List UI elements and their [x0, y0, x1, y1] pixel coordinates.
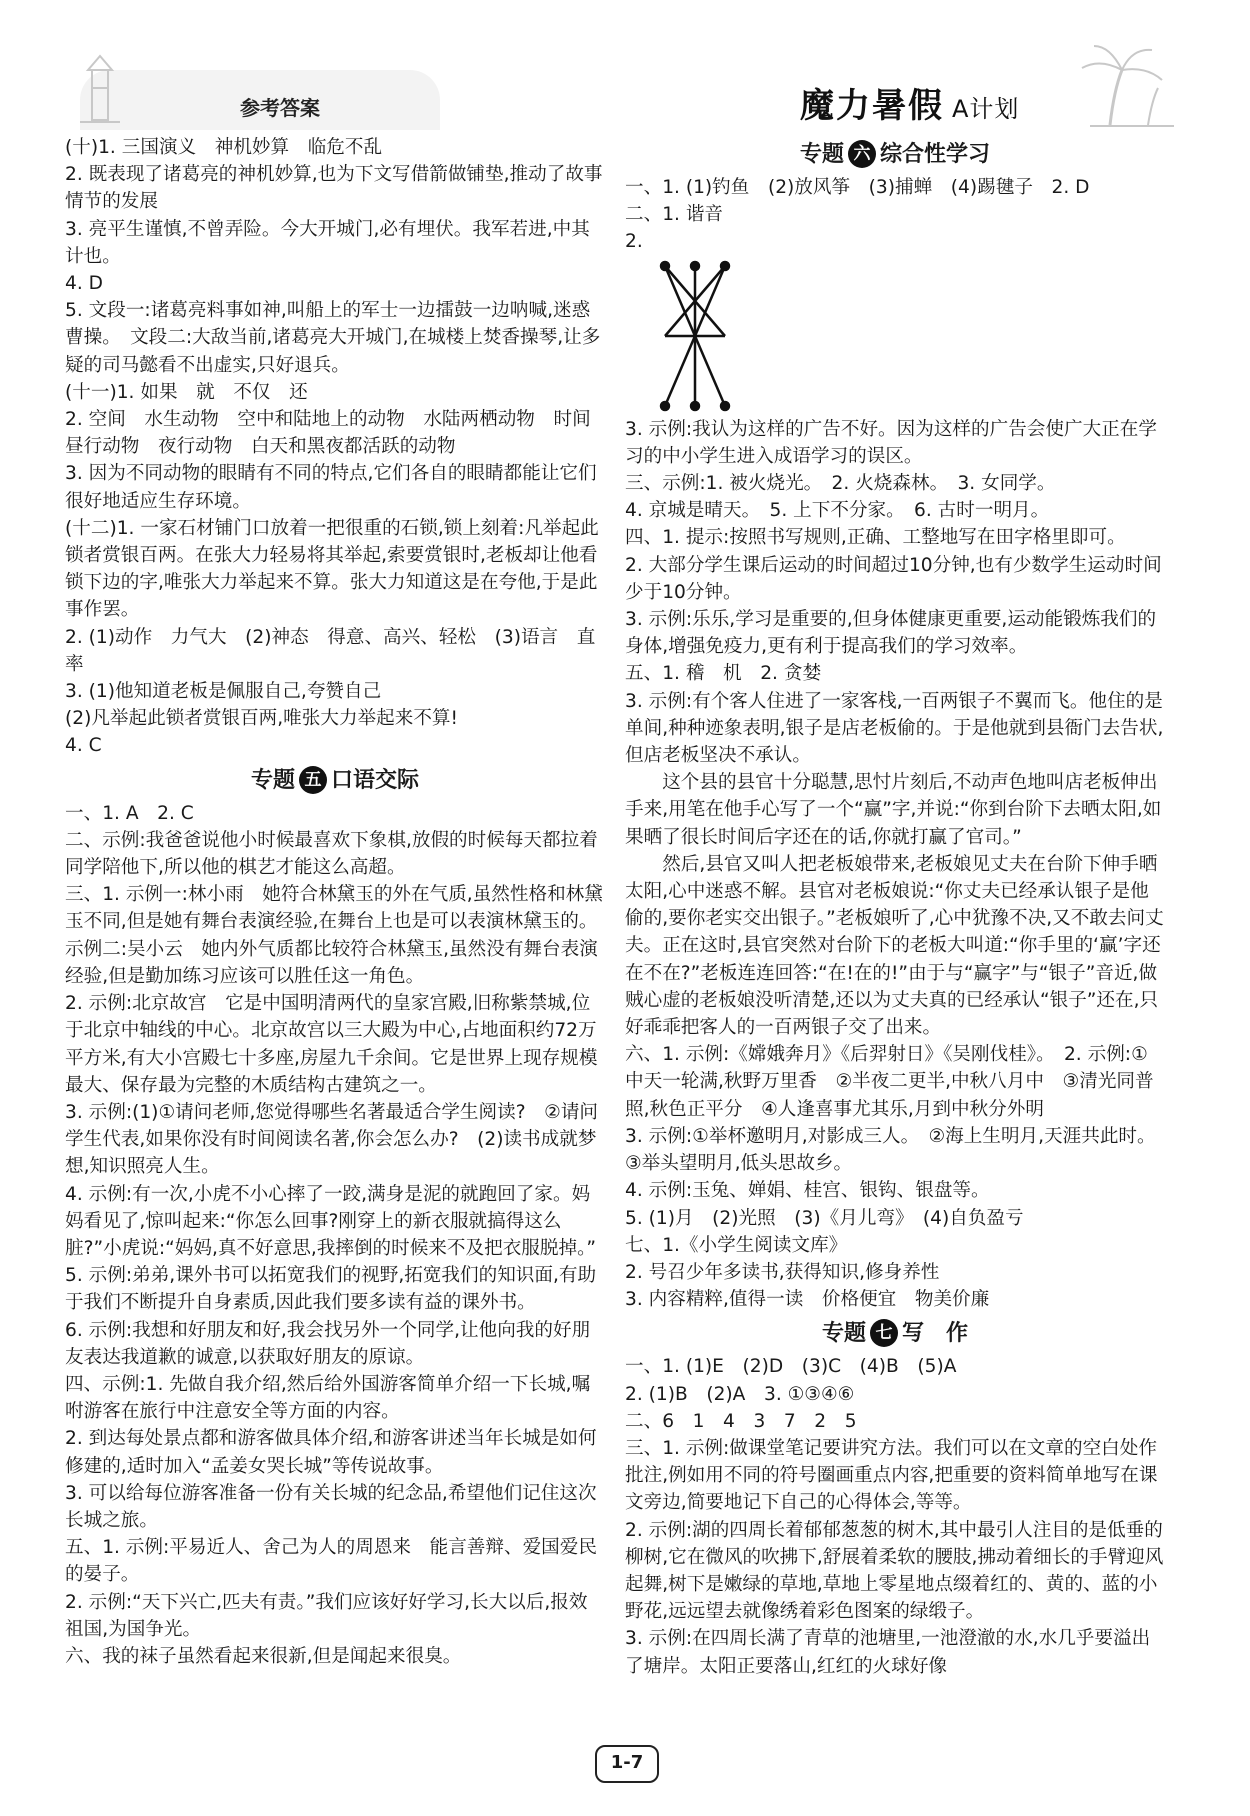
answer-line: 四、1. 提示:按照书写规则,正确、工整地写在田字格里即可。	[625, 527, 1126, 549]
answer-line: 六、1. 示例:《嫦娥奔月》《后羿射日》《吴刚伐桂》。 2. 示例:①中天一轮满,秋野万里香 ②半夜二更半,中秋八月中 ③清光同普照,秋色正平分 ④人逢喜事尤其乐,月到中秋分外明	[625, 1044, 1154, 1120]
answer-key-label: 参考答案	[240, 96, 320, 120]
answer-line: 3. 因为不同动物的眼睛有不同的特点,它们各自的眼睛都能让它们很好地适应生存环境。	[65, 463, 597, 512]
answer-line: 3. 内容精粹,值得一读 价格便宜 物美价廉	[625, 1289, 990, 1311]
answer-line: 2. 大部分学生课后运动的时间超过10分钟,也有少数学生运动时间少于10分钟。	[625, 554, 1162, 603]
answer-line: 二、6 1 4 3 7 2 5	[625, 1410, 857, 1432]
brand-title	[800, 78, 1019, 127]
section-number-badge: 六	[848, 140, 876, 168]
answer-line: 二、示例:我爸爸说他小时候最喜欢下象棋,放假的时候每天都拉着同学陪他下,所以他的棋艺才能这么高超。	[65, 829, 598, 879]
page-number: 1-7	[595, 1745, 659, 1783]
left-column	[65, 134, 610, 1670]
section-number-badge: 五	[299, 766, 327, 794]
section-title-5	[65, 764, 605, 798]
answer-line: 三、1. 示例:做课堂笔记要讲究方法。我们可以在文章的空白处作批注,例如用不同的符号圈画重点内容,把重要的资料简单地写在课文旁边,简要地记下自己的心得体会,等等。	[625, 1437, 1158, 1514]
answer-line: 4. D	[65, 273, 103, 295]
section-number-badge: 七	[870, 1319, 898, 1347]
section-title-6	[625, 138, 1165, 172]
section-name: 写 作	[902, 1321, 969, 1347]
answer-line: 2. 示例:北京故宫 它是中国明清两代的皇家宫殿,旧称紫禁城,位于北京中轴线的中心。北京故宫以三大殿为中心,占地面积约72万平方米,有大小宫殿七十多座,房屋九千余间。它是世界上现存规模最大、保存最为完整的木质结构古建筑之一。	[65, 993, 598, 1096]
answer-line: 2. 既表现了诸葛亮的神机妙算,也为下文写借箭做铺垫,推动了故事情节的发展	[65, 164, 603, 213]
answer-line: 4. C	[65, 735, 102, 757]
section-name: 口语交际	[331, 767, 420, 793]
answer-line: 3. 亮平生谨慎,不曾弄险。今大开城门,必有埋伏。我军若进,中其计也。	[65, 218, 590, 267]
answer-line: 2. 号召少年多读书,获得知识,修身养性	[625, 1261, 940, 1283]
answer-line: 3. 示例:我认为这样的广告不好。因为这样的广告会使广大正在学习的中小学生进入成语学习的误区。	[625, 418, 1157, 467]
section-name: 综合性学习	[880, 142, 991, 167]
answer-line: 一、1. (1)钓鱼 (2)放风筝 (3)捕蝉 (4)踢毽子 2. D	[625, 177, 1090, 198]
answer-line: (十二)1. 一家石材铺门口放着一把很重的石锁,锁上刻着:凡举起此锁者赏银百两。在张大力轻易将其举起,索要赏银时,老板却让他看锁下边的字,唯张大力举起来不算。张大力知道这是在夸他,于是此事作罢。	[65, 517, 599, 621]
answer-line: 2. (1)动作 力气大 (2)神态 得意、高兴、轻松 (3)语言 直率	[65, 626, 596, 675]
answer-line: 5. 示例:弟弟,课外书可以拓宽我们的视野,拓宽我们的知识面,有助于我们不断提升自身素质,因此我们要多读有益的课外书。	[65, 1265, 597, 1314]
answer-line: (十一)1. 如果 就 不仅 还	[65, 381, 308, 403]
palm-tree-icon	[1070, 40, 1180, 130]
answer-line: 4. 示例:玉兔、婵娟、桂宫、银钩、银盘等。	[625, 1180, 990, 1202]
answer-line: 五、1. 示例:平易近人、舍己为人的周恩来 能言善辩、爱国爱民的晏子。	[65, 1537, 597, 1586]
section-prefix: 专题	[799, 142, 844, 167]
answer-line: 3. 示例:有个客人住进了一家客栈,一百两银子不翼而飞。他住的是单间,种种迹象表明,银子是店老板偷的。于是他就到县衙门去告状,但店老板坚决不承认。	[625, 690, 1164, 767]
answer-line: 三、1. 示例一:林小雨 她符合林黛玉的外在气质,虽然性格和林黛玉不同,但是她有舞台表演经验,在舞台上也是可以表演林黛玉的。 示例二:吴小云 她内外气质都比较符合林黛玉,虽然没有舞台表演经验,但是勤加练习应该可以胜任这一角色。	[65, 884, 607, 987]
story-paragraph: 然后,县官又叫人把老板娘带来,老板娘见丈夫在台阶下伸手晒太阳,心中迷惑不解。县官对老板娘说:“你丈夫已经承认银子是他偷的,要你老实交出银子。”老板娘听了,心中犹豫不决,又不敢去问丈夫。正在这时,县官突然对台阶下的老板大叫道:“你手里的‘赢’字还在不在?”老板连连回答:“在!在的!”由于与“赢字”与“银子”音近,做贼心虚的老板娘没听清楚,还以为丈夫真的已经承认“银子”还在,只好乖乖把客人的一百两银子交了出来。	[625, 853, 1164, 1039]
answer-line: (2)凡举起此锁者赏银百两,唯张大力举起来不算!	[65, 708, 458, 730]
answer-line: 三、示例:1. 被火烧光。 2. 火烧森林。 3. 女同学。	[625, 473, 1056, 495]
answer-line: 5. 文段一:诸葛亮料事如神,叫船上的军士一边擂鼓一边呐喊,迷惑曹操。 文段二:大敌当前,诸葛亮大开城门,在城楼上焚香操琴,让多疑的司马懿看不出虚实,只好退兵。	[65, 300, 601, 376]
section-title-7	[625, 1317, 1165, 1351]
answer-line: 七、1.《小学生阅读文库》	[625, 1234, 848, 1256]
answer-line: 五、1. 稽 机 2. 贪婪	[625, 663, 822, 685]
answer-line: 2. 空间 水生动物 空中和陆地上的动物 水陆两栖动物 时间 昼行动物 夜行动物 白天和黑夜都活跃的动物	[65, 409, 610, 458]
answer-line: 3. 示例:在四周长满了青草的池塘里,一池澄澈的水,水几乎要溢出了塘岸。太阳正要落山,红红的火球好像	[625, 1628, 1151, 1677]
answer-line: 3. 示例:(1)①请问老师,您觉得哪些名著最适合学生阅读? ②请问学生代表,如果你没有时间阅读名著,你会怎么办? (2)读书成就梦想,知识照亮人生。	[65, 1101, 599, 1178]
answer-line: 四、示例:1. 先做自我介绍,然后给外国游客简单介绍一下长城,嘱咐游客在旅行中注意安全等方面的内容。	[65, 1373, 591, 1423]
section-prefix: 专题	[250, 767, 295, 793]
answer-line: 二、1. 谐音	[625, 204, 724, 226]
brand-name: 魔力暑假	[800, 86, 944, 126]
matching-diagram	[625, 256, 1165, 416]
answer-line: 2. 示例:“天下兴亡,匹夫有责。”我们应该好好学习,长大以后,报效祖国,为国争光。	[65, 1591, 588, 1640]
answer-line: 6. 示例:我想和好朋友和好,我会找另外一个同学,让他向我的好朋友表达我道歉的诚意,以获取好朋友的原谅。	[65, 1319, 591, 1368]
answer-line: 2. 示例:湖的四周长着郁郁葱葱的树木,其中最引人注目的是低垂的柳树,它在微风的吹拂下,舒展着柔软的腰肢,拂动着细长的手臂迎风起舞,树下是嫩绿的草地,草地上零星地点缀着红的、黄的、蓝的小野花,远远望去就像绣着彩色图案的绿缎子。	[625, 1519, 1164, 1623]
answer-line: 4. 示例:有一次,小虎不小心摔了一跤,满身是泥的就跑回了家。妈妈看见了,惊叫起来:“你怎么回事?刚穿上的新衣服就搞得这么脏?”小虎说:“妈妈,真不好意思,我摔倒的时候来不及把衣服脱掉。”	[65, 1183, 596, 1259]
answer-line: 3. 示例:①举杯邀明月,对影成三人。 ②海上生明月,天涯共此时。 ③举头望明月,低头思故乡。	[625, 1125, 1165, 1175]
answer-line: 2.	[625, 231, 643, 253]
answer-line: 3. 可以给每位游客准备一份有关长城的纪念品,希望他们记住这次长城之旅。	[65, 1482, 597, 1531]
answer-line: 4. 京城是晴天。 5. 上下不分家。 6. 古时一明月。	[625, 500, 1050, 522]
answer-line: 一、1. (1)E (2)D (3)C (4)B (5)A	[625, 1356, 957, 1378]
section-prefix: 专题	[821, 1321, 866, 1347]
answer-line: 3. 示例:乐乐,学习是重要的,但身体健康更重要,运动能锻炼我们的身体,增强免疫力,更有利于提高我们的学习效率。	[625, 609, 1157, 658]
answer-line: (十)1. 三国演义 神机妙算 临危不乱	[65, 137, 383, 158]
right-column	[625, 134, 1165, 1680]
lighthouse-icon	[70, 50, 130, 130]
answer-line: 六、我的袜子虽然看起来很新,但是闻起来很臭。	[65, 1645, 462, 1667]
answer-line: 2. (1)B (2)A 3. ①③④⑥	[625, 1383, 855, 1405]
story-paragraph: 这个县的县官十分聪慧,思忖片刻后,不动声色地叫店老板伸出手来,用笔在他手心写了一个“赢”字,并说:“你到台阶下去晒太阳,如果晒了很长时间后字还在的话,你就打赢了官司。”	[625, 772, 1162, 848]
answer-line: 2. 到达每处景点都和游客做具体介绍,和游客讲述当年长城是如何修建的,适时加入“孟姜女哭长城”等传说故事。	[65, 1428, 597, 1477]
answer-line: 3. (1)他知道老板是佩服自己,夸赞自己	[65, 681, 382, 703]
answer-line: 一、1. A 2. C	[65, 802, 194, 824]
matching-lines-figure	[655, 256, 735, 416]
brand-suffix: A计划	[952, 95, 1020, 123]
answer-line: 5. (1)月 (2)光照 (3)《月儿弯》 (4)自负盈亏	[625, 1207, 1024, 1229]
